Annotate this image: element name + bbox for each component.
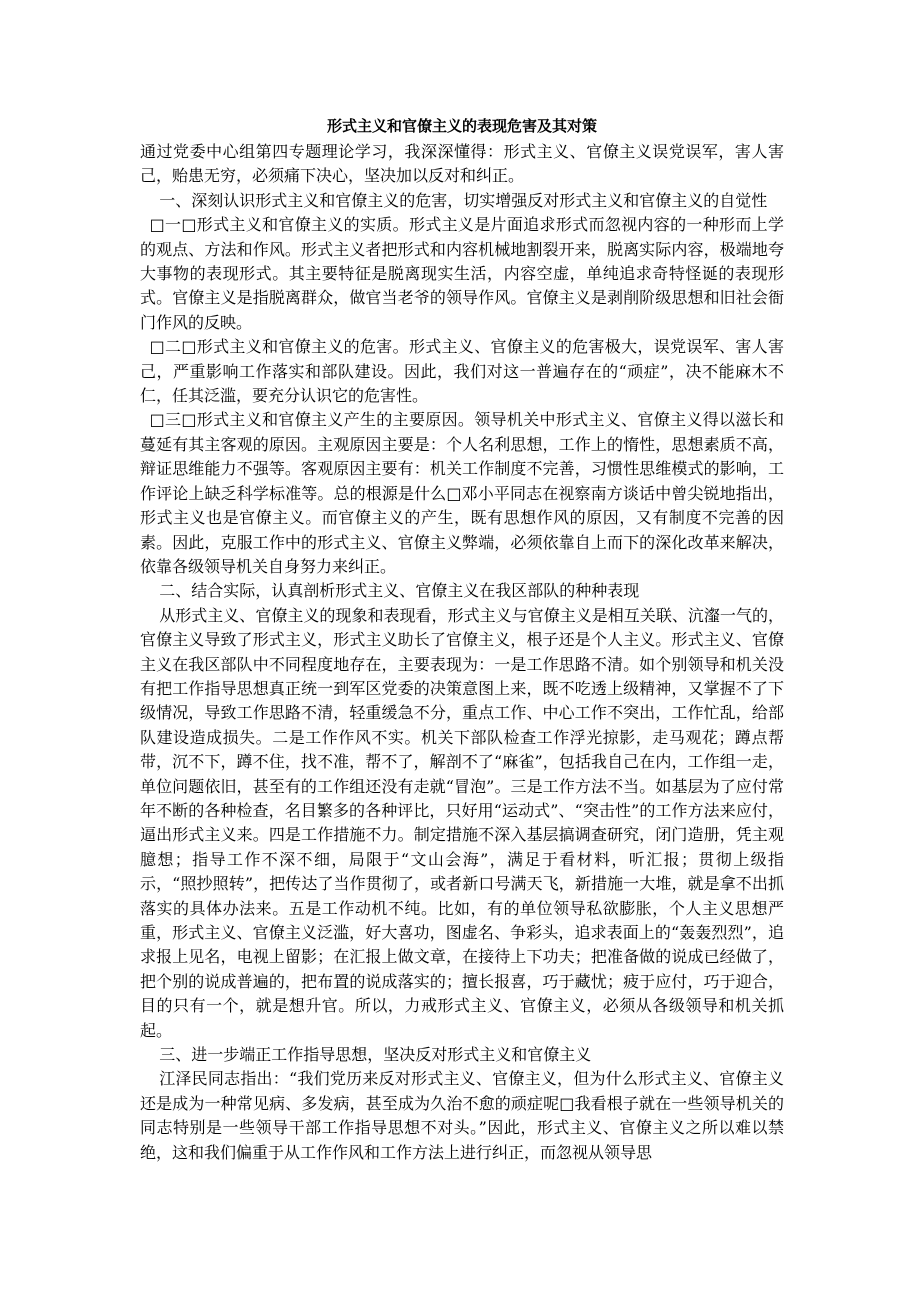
section-heading-3: 三、进一步端正工作指导思想，坚决反对形式主义和官僚主义 xyxy=(159,1045,592,1065)
section-heading-2: 二、结合实际，认真剖析形式主义、官僚主义在我区部队的种种表现 xyxy=(159,581,640,601)
paragraph-3-1: 江泽民同志指出：“我们党历来反对形式主义、官僚主义，但为什么形式主义、官僚主义还是成为一种常见病、多发病，甚至成为久治不愈的顽症呢□我看根子就在一些领导机关的同志特别是一些领导干部工作指导思想不对头。”因此，形式主义、官僚主义之所以难以禁绝，这和我们偏重于从工作作风和工作方法上进行纠正，而忽视从领导思 xyxy=(140,1069,784,1162)
paragraph-1-2: □二□形式主义和官僚主义的危害。形式主义、官僚主义的危害极大，误党误军、害人害己，严重影响工作落实和部队建设。因此，我们对这一普遍存在的“顽症”，决不能麻木不仁，任其泛滥，要充分认识它的危害性。 xyxy=(140,337,784,406)
paragraph-1-3: □三□形式主义和官僚主义产生的主要原因。领导机关中形式主义、官僚主义得以滋长和蔓延有其主客观的原因。主观原因主要是：个人名利思想，工作上的惰性，思想素质不高，辩证思维能力不强等。客观原因主要有：机关工作制度不完善，习惯性思维模式的影响，工作评论上缺乏科学标准等。总的根源是什么□邓小平同志在视察南方谈话中曾尖锐地指出，形式主义也是官僚主义。而官僚主义的产生，既有思想作风的原因，又有制度不完善的因素。因此，克服工作中的形式主义、官僚主义弊端，必须依靠自上而下的深化改革来解决，依靠各级领导机关自身努力来纠正。 xyxy=(140,410,784,576)
document-title: 形式主义和官僚主义的表现危害及其对策 xyxy=(326,117,597,135)
paragraph-2-1: 从形式主义、官僚主义的现象和表现看，形式主义与官僚主义是相互关联、沆瀣一气的，官僚主义导致了形式主义，形式主义助长了官僚主义，根子还是个人主义。形式主义、官僚主义在我区部队中不同程度地存在，主要表现为：一是工作思路不清。如个别领导和机关没有把工作指导思想真正统一到军区党委的决策意图上来，既不吃透上级精神，又掌握不了下级情况，导致工作思路不清，轻重缓急不分，重点工作、中心工作不突出，工作忙乱，给部队建设造成损失。二是工作作风不实。机关下部队检查工作浮光掠影，走马观花；蹲点帮带，沉不下，蹲不住，找不准，帮不了，解剖不了“麻雀”，包括我自己在内，工作组一走，单位问题依旧，甚至有的工作组还没有走就“冒泡”。三是工作方法不当。如基层为了应付常年不断的各种检查，名目繁多的各种评比，只好用“运动式”、“突击性”的工作方法来应付，逼出形式主义来。四是工作措施不力。制定措施不深入基层搞调查研究，闭门造册，凭主观臆想；指导工作不深不细，局限于“文山会海”，满足于看材料，听汇报；贯彻上级指示，“照抄照转”，把传达了当作贯彻了，或者新口号满天飞，新措施一大堆，就是拿不出抓落实的具体办法来。五是工作动机不纯。比如，有的单位领导私欲膨胀，个人主义思想严重，形式主义、官僚主义泛滥，好大喜功，图虚名、争彩头，追求表面上的“轰轰烈烈”，追求报上见名，电视上留影；在汇报上做文章，在接待上下功夫；把准备做的说成已经做了，把个别的说成普遍的，把布置的说成落实的；擅长报喜，巧于藏忧；疲于应付，巧于迎合，目的只有一个，就是想升官。所以，力戒形式主义、官僚主义，必须从各级领导和机关抓起。 xyxy=(140,605,784,1040)
document-page xyxy=(140,114,784,1165)
paragraph-1-1: □一□形式主义和官僚主义的实质。形式主义是片面追求形式而忽视内容的一种形而上学的观点、方法和作风。形式主义者把形式和内容机械地割裂开来，脱离实际内容，极端地夸大事物的表现形式。其主要特征是脱离现实生活，内容空虚，单纯追求奇特怪诞的表现形式。官僚主义是指脱离群众，做官当老爷的领导作风。官僚主义是剥削阶级思想和旧社会衙门作风的反映。 xyxy=(140,215,784,332)
section-heading-1: 一、深刻认识形式主义和官僚主义的危害，切实增强反对形式主义和官僚主义的自觉性 xyxy=(159,190,768,210)
paragraph-intro: 通过党委中心组第四专题理论学习，我深深懂得：形式主义、官僚主义误党误军，害人害己，贻患无穷，必须痛下决心，坚决加以反对和纠正。 xyxy=(140,142,784,186)
